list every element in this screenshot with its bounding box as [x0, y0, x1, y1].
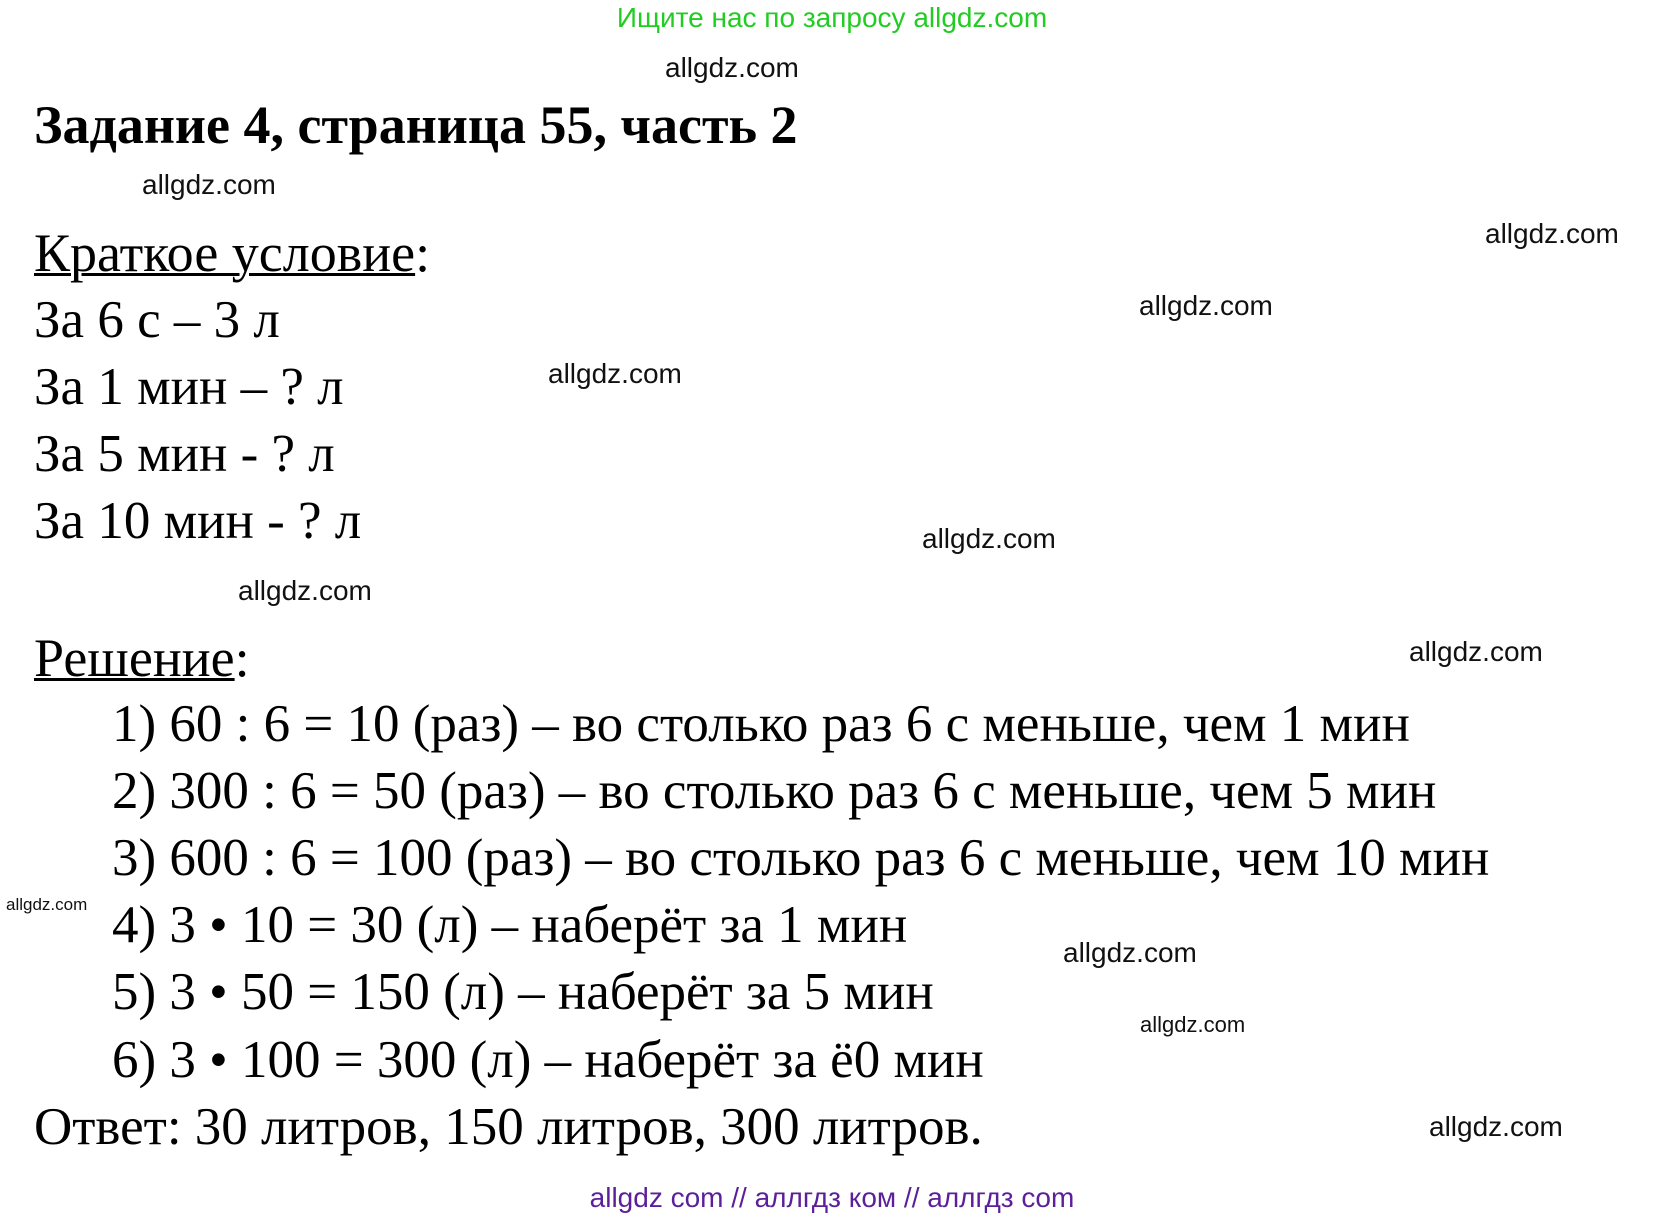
solution-step: 1) 60 : 6 = 10 (раз) – во столько раз 6 с меньше, чем 1 мин: [112, 695, 1410, 753]
watermark: allgdz.com: [922, 523, 1056, 554]
condition-heading: [34, 222, 430, 284]
solution-step: 3) 600 : 6 = 100 (раз) – во столько раз 6 с меньше, чем 10 мин: [112, 829, 1490, 887]
watermark: allgdz.com: [1063, 937, 1197, 968]
watermark: allgdz.com: [1139, 290, 1273, 321]
search-banner: Ищите нас по запросу allgdz.com: [616, 2, 1048, 33]
solution-heading-colon: :: [234, 628, 250, 688]
watermark: allgdz.com: [1409, 636, 1543, 667]
solution-heading-text: Решение: [34, 628, 235, 688]
page-title: Задание 4, страница 55, часть 2: [34, 95, 798, 155]
watermark: allgdz.com: [665, 52, 799, 83]
condition-line: За 10 мин - ? л: [34, 492, 362, 550]
solution-step: 5) 3 • 50 = 150 (л) – наберёт за 5 мин: [112, 963, 934, 1021]
solution-step: 2) 300 : 6 = 50 (раз) – во столько раз 6 с меньше, чем 5 мин: [112, 762, 1437, 820]
watermark: allgdz.com: [142, 169, 276, 200]
footer-watermark: allgdz com // аллгдз ком // аллгдз com: [589, 1182, 1075, 1213]
condition-line: За 6 с – 3 л: [34, 291, 280, 349]
solution-heading: [34, 627, 250, 689]
condition-heading-text: Краткое условие: [34, 223, 416, 283]
answer-line: Ответ: 30 литров, 150 литров, 300 литров.: [34, 1098, 983, 1156]
watermark: allgdz.com: [1140, 1012, 1246, 1037]
watermark: allgdz.com: [6, 895, 88, 914]
watermark: allgdz.com: [1429, 1111, 1563, 1142]
solution-step: 6) 3 • 100 = 300 (л) – наберёт за ё0 мин: [112, 1031, 984, 1089]
solution-step: 4) 3 • 10 = 30 (л) – наберёт за 1 мин: [112, 896, 908, 954]
condition-line: За 1 мин – ? л: [34, 358, 344, 416]
watermark: allgdz.com: [238, 575, 372, 606]
watermark: allgdz.com: [548, 358, 682, 389]
condition-heading-colon: :: [415, 223, 431, 283]
watermark: allgdz.com: [1485, 218, 1619, 249]
condition-line: За 5 мин - ? л: [34, 425, 335, 483]
